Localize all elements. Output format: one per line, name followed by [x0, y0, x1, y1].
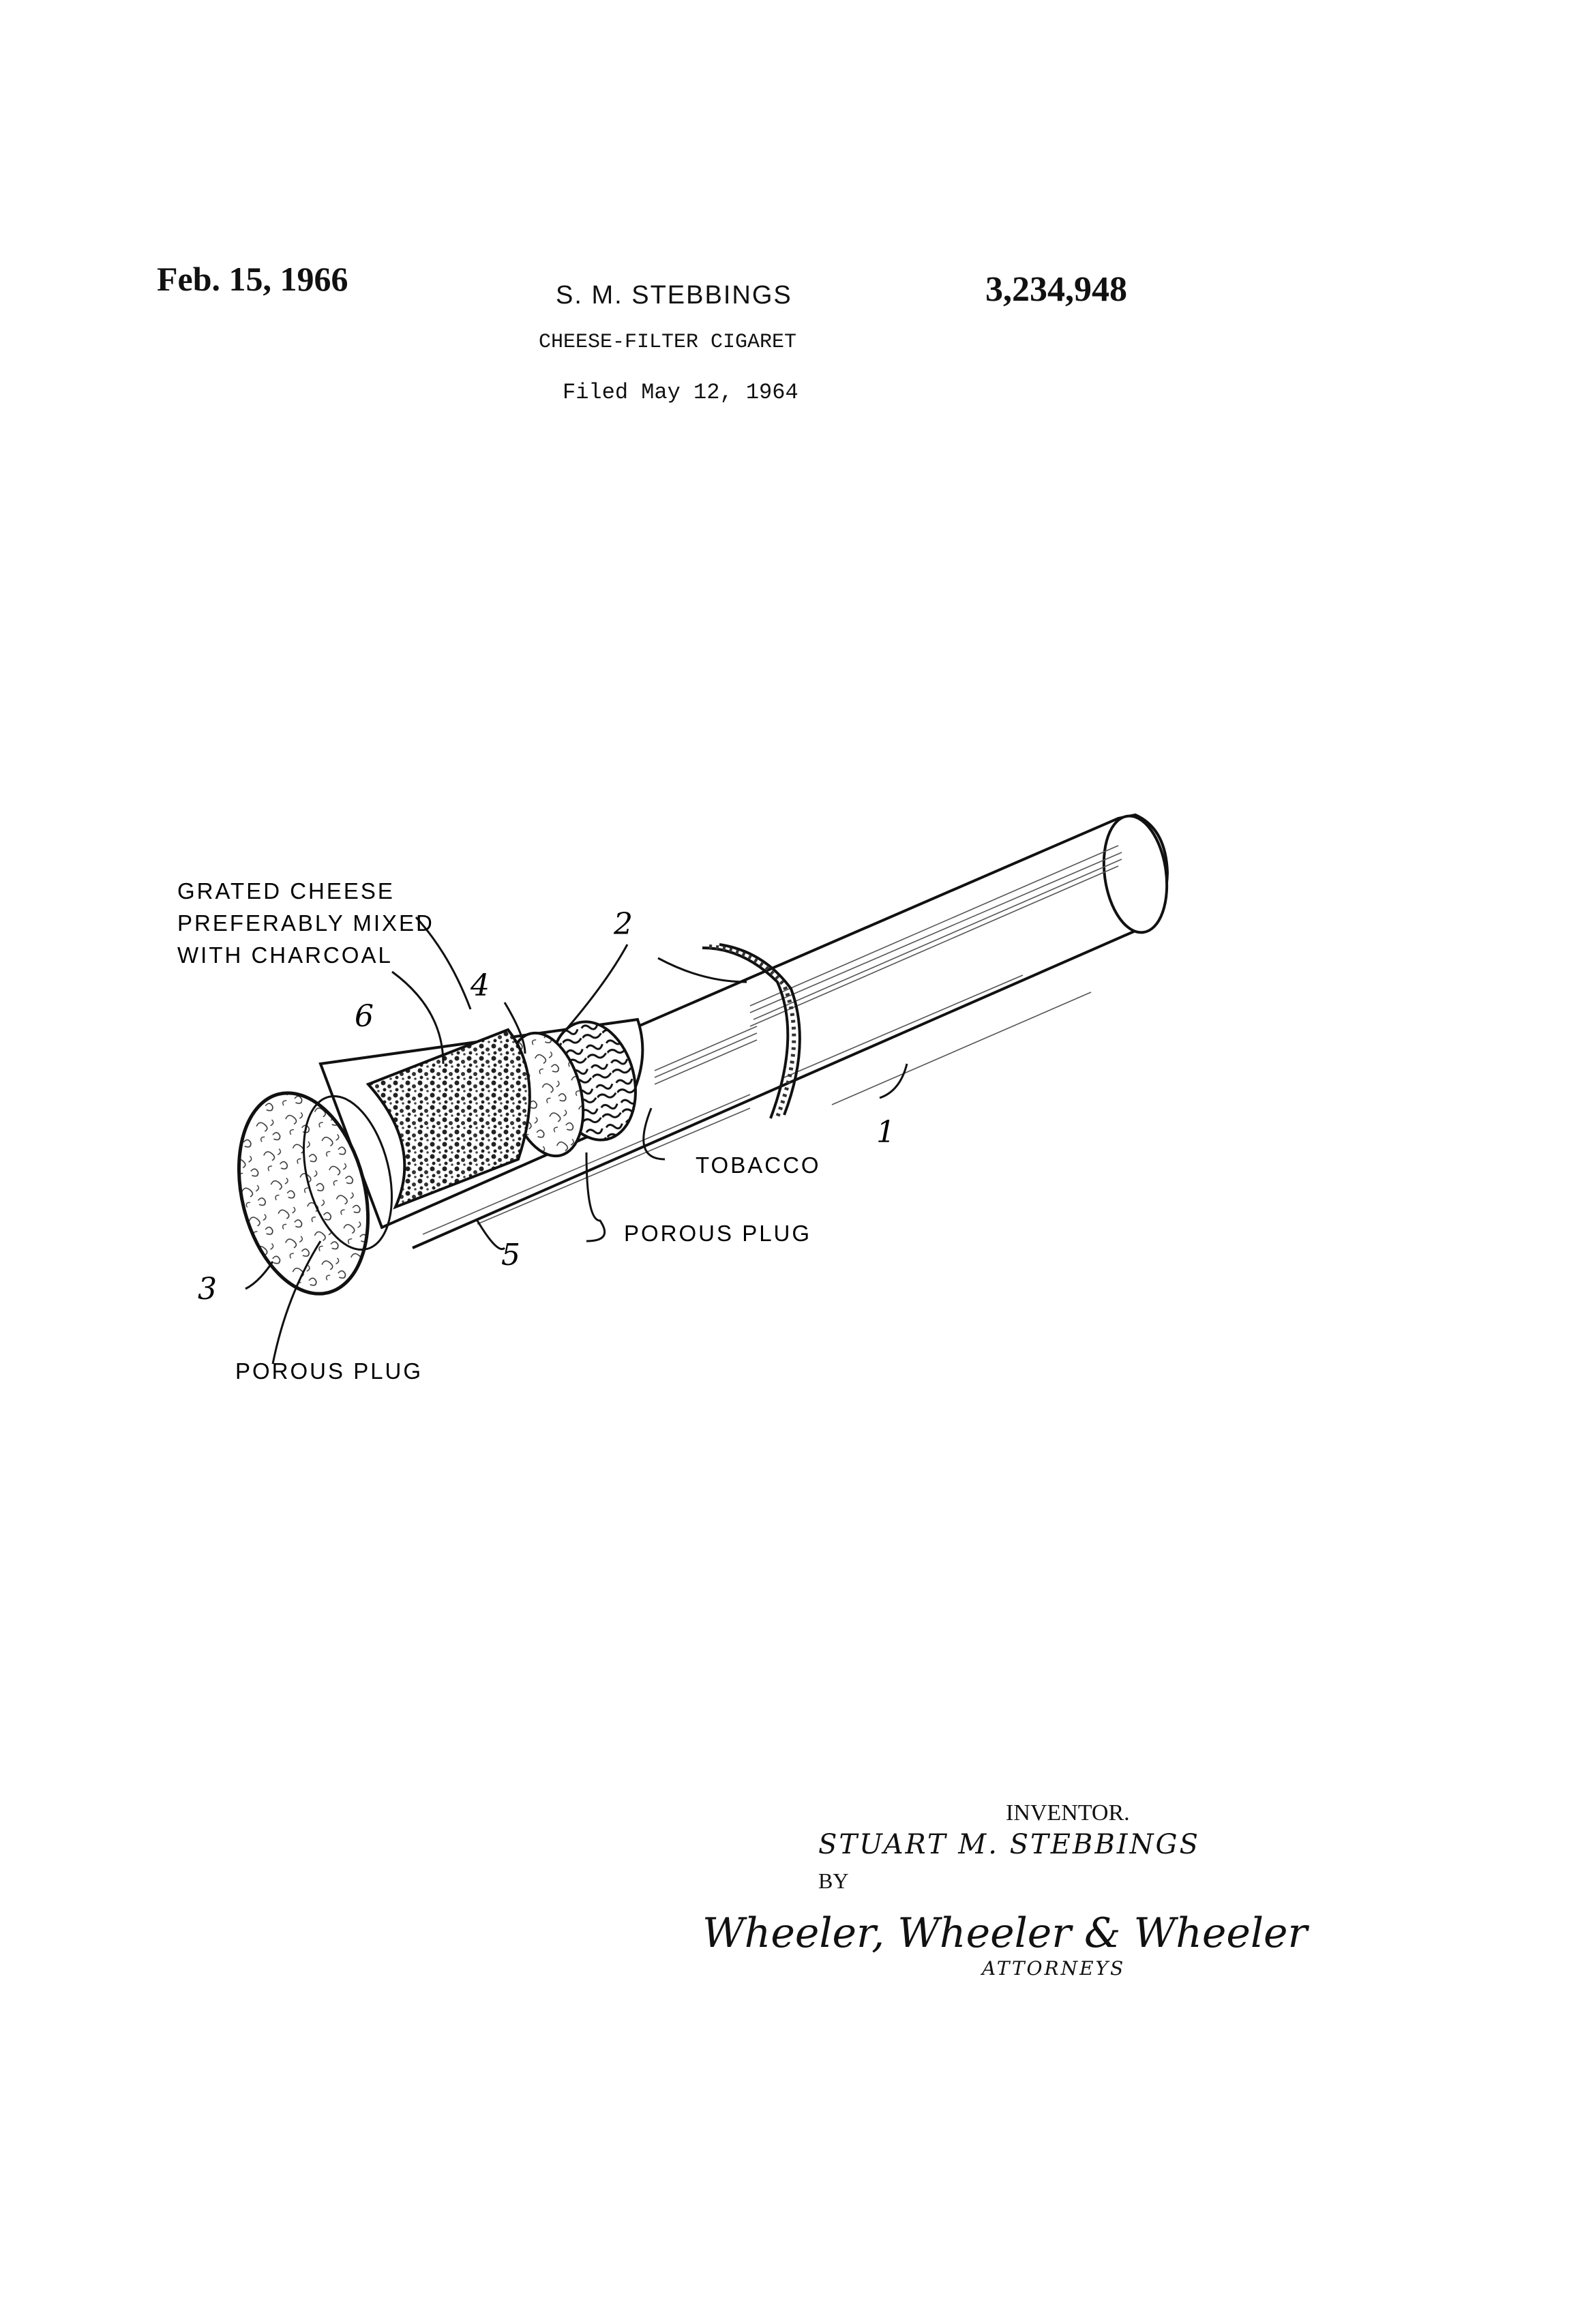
ref-numeral-2: 2 — [614, 907, 633, 942]
label-porous-plug-inner: POROUS PLUG — [624, 1221, 812, 1246]
ref-numeral-1: 1 — [876, 1115, 895, 1150]
inventor-signature: STUART M. STEBBINGS — [818, 1829, 1200, 1860]
attorneys-label: ATTORNEYS — [982, 1957, 1126, 1980]
label-grated-cheese-line2: PREFERABLY MIXED — [177, 910, 434, 936]
by-label: BY — [818, 1868, 849, 1893]
patent-title: CHEESE-FILTER CIGARET — [539, 331, 797, 354]
ref-numeral-5: 5 — [501, 1238, 520, 1272]
attorneys-signature: Wheeler, Wheeler & Wheeler — [702, 1909, 1308, 1957]
patent-number: 3,234,948 — [985, 270, 1127, 309]
ref-numeral-4: 4 — [471, 968, 490, 1003]
label-grated-cheese-line3: WITH CHARCOAL — [177, 942, 393, 968]
label-porous-plug-outer: POROUS PLUG — [235, 1358, 423, 1384]
ref-numeral-6: 6 — [355, 999, 374, 1034]
inventor-name-header: S. M. STEBBINGS — [556, 281, 792, 310]
ref-numeral-3: 3 — [198, 1272, 217, 1307]
patent-date: Feb. 15, 1966 — [157, 260, 348, 298]
label-grated-cheese-line1: GRATED CHEESE — [177, 878, 395, 904]
label-tobacco: TOBACCO — [696, 1152, 821, 1178]
filed-date: Filed May 12, 1964 — [563, 380, 799, 405]
inventor-label: INVENTOR. — [1006, 1800, 1130, 1826]
